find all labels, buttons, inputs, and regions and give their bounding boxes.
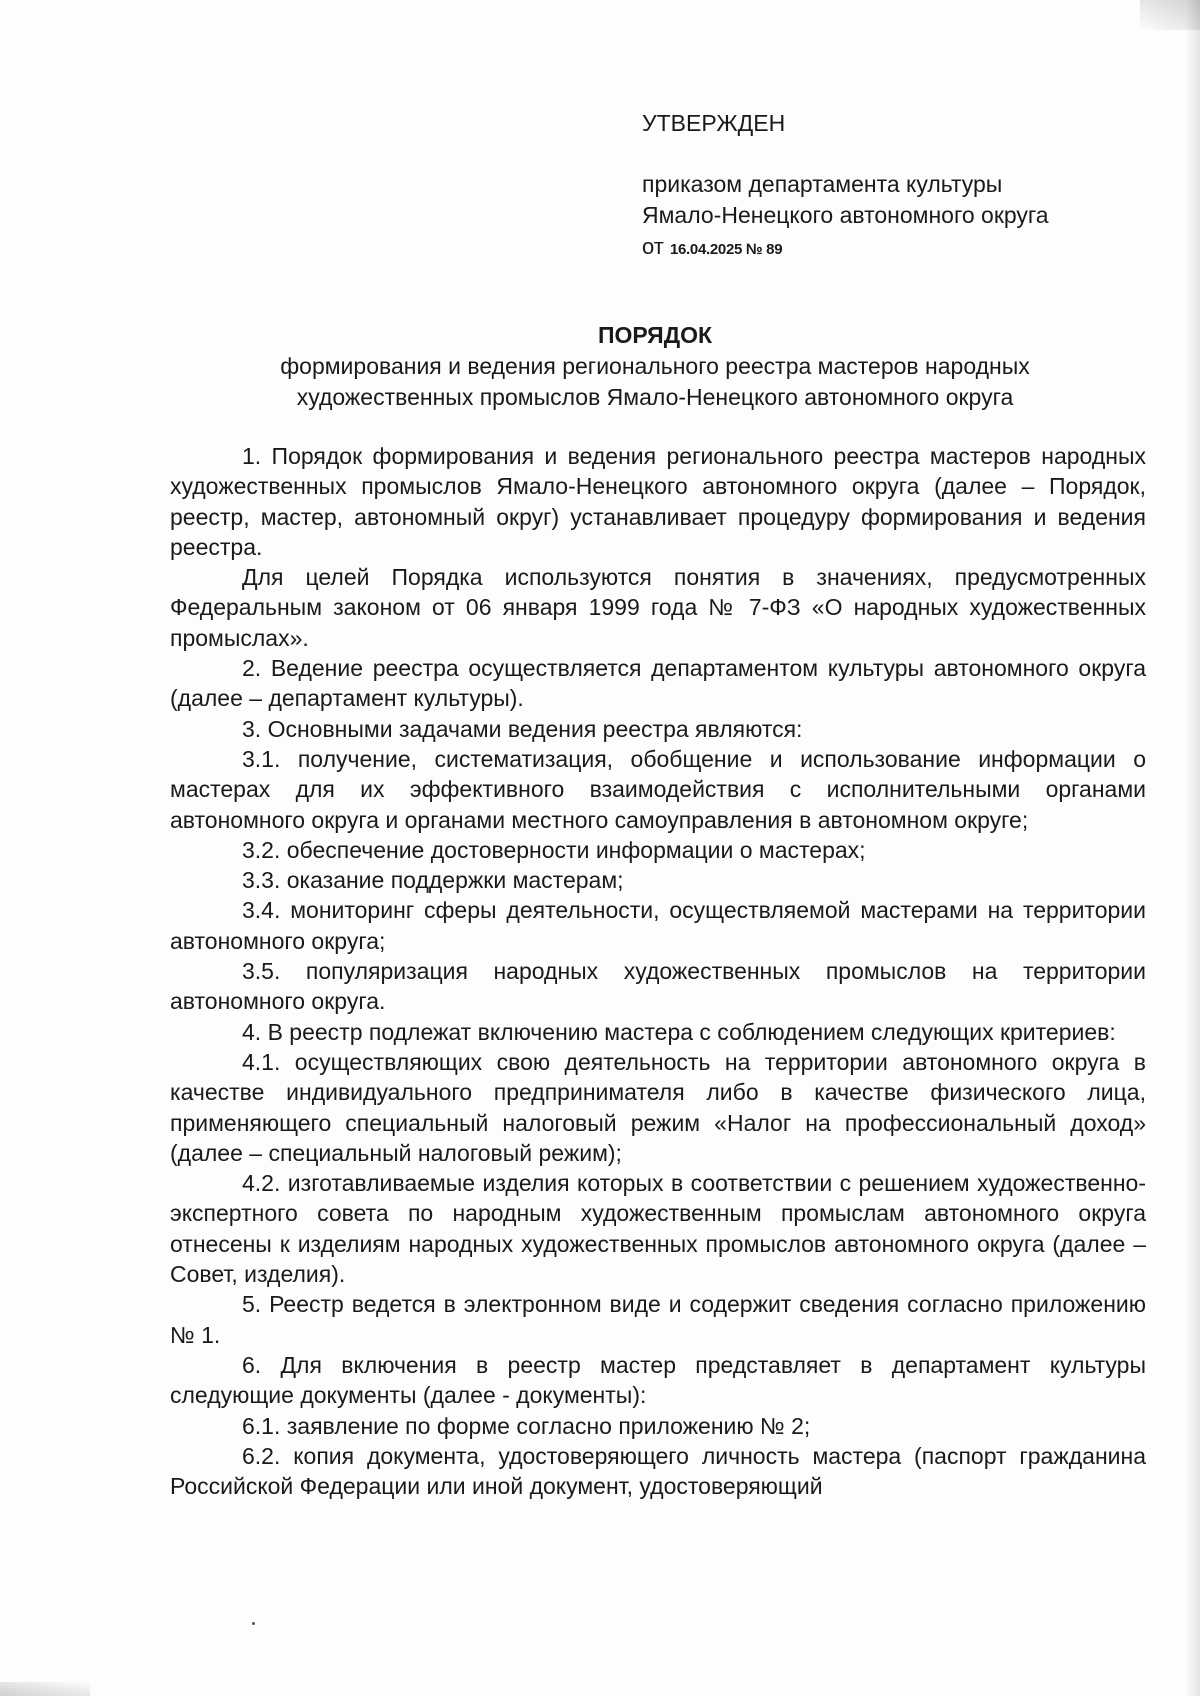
paragraph: 4.2. изготавливаемые изделия которых в соответствии с решением художественно-экспертного совета по народным художественным промыслам автономного округа отнесены к изделиям народных художественных промыслов автономного округа (далее – Совет, изделия). (170, 1170, 1146, 1288)
paragraph: 3.3. оказание поддержки мастерам; (242, 867, 624, 894)
paragraph: 5. Реестр ведется в электронном виде и содержит сведения согласно приложению № 1. (170, 1291, 1146, 1348)
document-title: ПОРЯДОК (597, 322, 713, 348)
approved-label: УТВЕРЖДЕН (642, 110, 786, 136)
paragraph: 1. Порядок формирования и ведения регионального реестра мастеров народных художественных промыслов Ямало-Ненецкого автономного округа (далее – Порядок, реестр, мастер, автономный округ) устанавливает процедуру формирования и ведения реестра. (170, 443, 1146, 560)
paragraph: 3. Основными задачами ведения реестра являются: (242, 715, 803, 742)
paragraph: 3.1. получение, систематизация, обобщение и использование информации о мастерах для их эффективного взаимодействия с исполнительными органами автономного округа и органами местного самоуправления в автономном округе; (170, 745, 1146, 833)
paragraph: 3.5. популяризация народных художественных промыслов на территории автономного округа. (170, 958, 1146, 1015)
scan-speck (252, 1622, 255, 1625)
approval-block (642, 108, 1162, 265)
scan-corner-shadow-bottom (0, 1682, 90, 1696)
paragraph: Для целей Порядка используются понятия в значениях, предусмотренных Федеральным законом от 06 января 1999 года № 7-ФЗ «О народных художественных промыслах». (170, 564, 1146, 651)
paragraph: 6.2. копия документа, удостоверяющего личность мастера (паспорт гражданина Российской Федерации или иной документ, удостоверяющий (170, 1442, 1146, 1500)
date-prefix: от (642, 234, 664, 259)
order-date-number: 16.04.2025 № 89 (669, 241, 783, 258)
scan-corner-shadow (1140, 0, 1200, 30)
paragraph: 3.2. обеспечение достоверности информации о мастерах; (242, 836, 866, 863)
paragraph: 3.4. мониторинг сферы деятельности, осуществляемой мастерами на территории автономного округа; (170, 897, 1146, 954)
document-subtitle-line-1: формирования и ведения регионального реестра мастеров народных (280, 353, 1030, 379)
document-subtitle-line-2: художественных промыслов Ямало-Ненецкого автономного округа (296, 384, 1014, 410)
paragraph: 6. Для включения в реестр мастер представляет в департамент культуры следующие документы (далее - документы): (170, 1351, 1146, 1409)
approval-line-1: приказом департамента культуры (642, 171, 1003, 197)
paragraph: 4. В реестр подлежат включению мастера с соблюдением следующих критериев: (242, 1018, 1116, 1045)
paragraph: 6.1. заявление по форме согласно приложению № 2; (242, 1412, 811, 1439)
paragraph: 2. Ведение реестра осуществляется департаментом культуры автономного округа (далее – департамент культуры). (170, 655, 1146, 712)
scan-edge-shadow (1186, 0, 1200, 1696)
approval-date-line (642, 231, 1162, 265)
document-body (170, 441, 1146, 1501)
approval-line-2: Ямало-Ненецкого автономного округа (642, 202, 1049, 228)
document-heading (150, 320, 1160, 413)
paragraph: 4.1. осуществляющих свою деятельность на территории автономного округа в качестве индивидуального предпринимателя либо в качестве физического лица, применяющего специальный налоговый режим «Налог на профессиональный доход» (далее – специальный налоговый режим); (170, 1048, 1146, 1166)
